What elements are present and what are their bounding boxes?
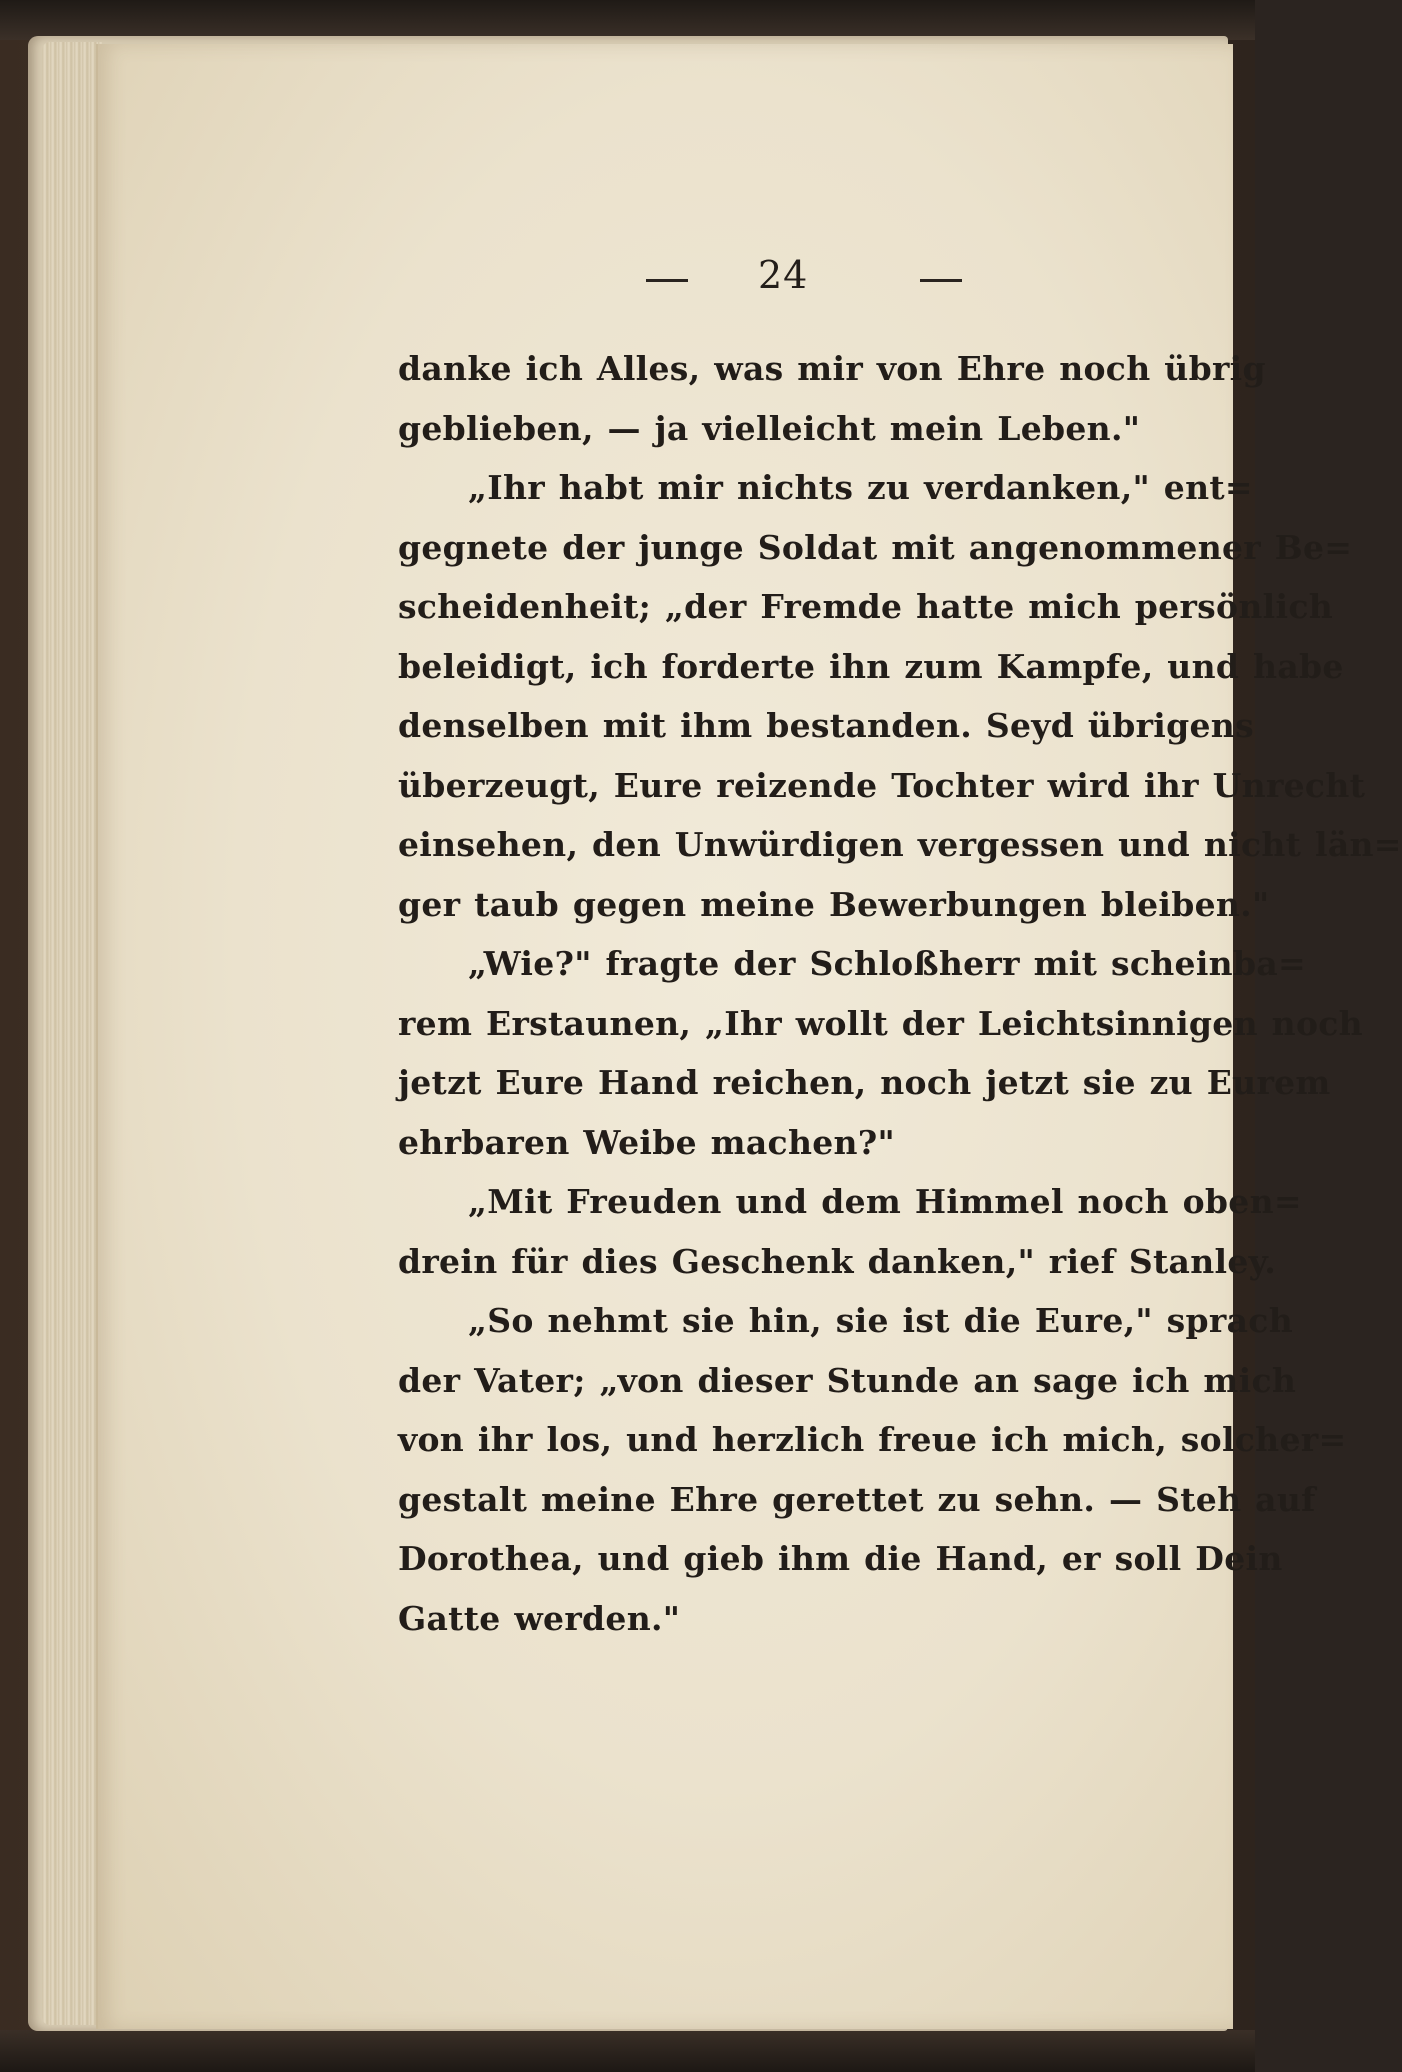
page-header [98,249,1233,309]
book-cover-bottom [0,2030,1255,2072]
text-line: Dorothea, und gieb ihm die Hand, er soll Dein [398,1539,1283,1578]
body-text [398,339,1402,1648]
text-line: „Ihr habt mir nichts zu verdanken," ent= [468,468,1253,507]
text-line: einsehen, den Unwürdigen vergessen und nicht län= [398,825,1402,864]
header-dash-left [646,279,688,282]
book-cover-top [0,0,1255,40]
text-line: rem Erstaunen, „Ihr wollt der Leichtsinnigen noch [398,1003,1363,1043]
text-line: Gatte werden." [398,1598,681,1638]
text-line: gegnete der junge Soldat mit angenommener Be= [398,527,1353,567]
page-number: 24 [758,253,809,297]
header-dash-right [920,279,962,282]
text-line: drein für dies Geschenk danken," rief Stanley. [398,1241,1277,1281]
text-line: jetzt Eure Hand reichen, noch jetzt sie zu Eurem [398,1063,1331,1102]
text-line: scheidenheit; „der Fremde hatte mich persönlich [398,587,1333,626]
text-line: ehrbaren Weibe machen?" [398,1122,895,1162]
text-line: der Vater; „von dieser Stunde an sage ich mich [398,1360,1297,1400]
text-line: „Mit Freuden und dem Himmel noch oben= [468,1182,1302,1221]
text-line: gestalt meine Ehre gerettet zu sehn. — Steh auf [398,1479,1316,1519]
text-line: „So nehmt sie hin, sie ist die Eure," sprach [468,1301,1293,1340]
text-line: ger taub gegen meine Bewerbungen bleiben." [398,884,1270,924]
text-line: überzeugt, Eure reizende Tochter wird ihr Unrecht [398,765,1366,805]
text-line: geblieben, — ja vielleicht mein Leben." [398,408,1141,448]
text-line: von ihr los, und herzlich freue ich mich, solcher= [398,1420,1347,1459]
text-line: beleidigt, ich forderte ihn zum Kampfe, und habe [398,646,1344,686]
text-line: „Wie?" fragte der Schloßherr mit scheinba= [468,944,1306,983]
book-page [96,44,1402,2029]
text-line: danke ich Alles, was mir von Ehre noch übrig [398,349,1266,388]
text-line: denselben mit ihm bestanden. Seyd übrigens [398,706,1254,745]
